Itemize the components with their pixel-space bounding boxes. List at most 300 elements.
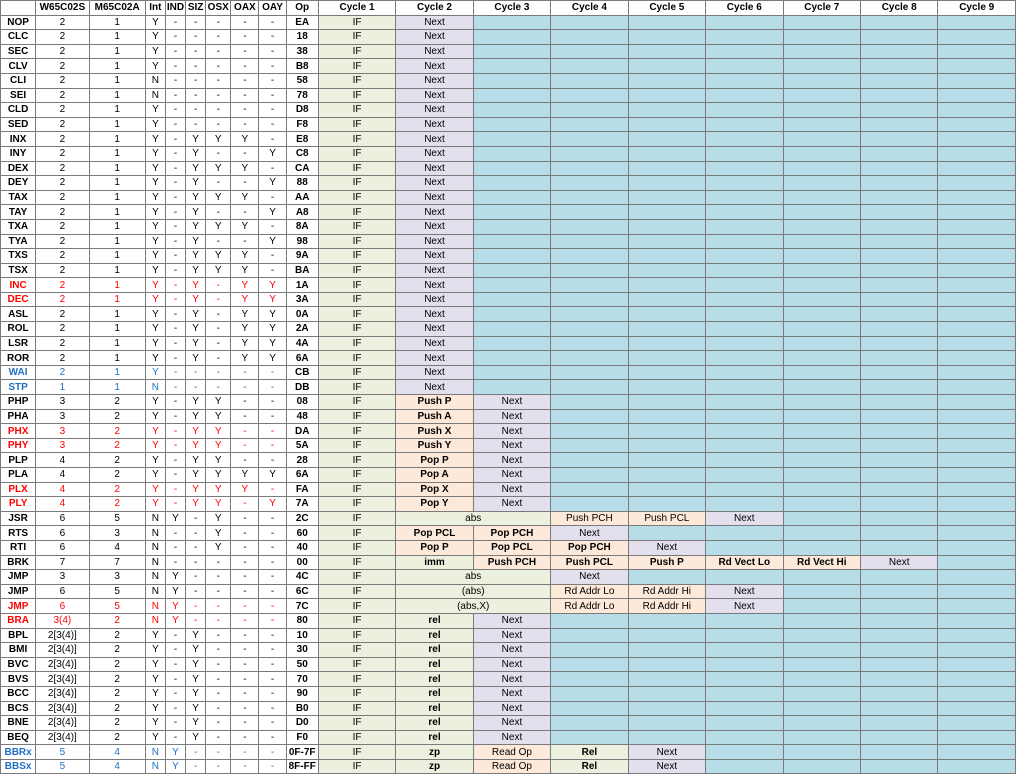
empty-cycle-cell [551,497,628,512]
empty-cycle-cell [938,15,1016,30]
opcode-cell: 90 [286,686,318,701]
empty-cycle-cell [628,44,705,59]
m65c02a-cycles-cell: 2 [89,468,145,483]
ind-cell: - [165,249,185,264]
empty-cycle-cell [860,570,937,585]
empty-cycle-cell [783,453,860,468]
m65c02a-cycles-cell: 1 [89,307,145,322]
empty-cycle-cell [783,511,860,526]
cycle-1-cell: IF [318,249,395,264]
int-cell: N [145,526,165,541]
empty-cycle-cell [551,307,628,322]
int-cell: Y [145,497,165,512]
empty-cycle-cell [706,643,783,658]
empty-cycle-cell [860,15,937,30]
empty-cycle-cell [628,234,705,249]
m65c02a-cycles-cell: 1 [89,292,145,307]
siz-cell: - [186,570,206,585]
cycle-cell: Pop P [396,540,473,555]
cycle-cell: Push PCL [551,555,628,570]
empty-cycle-cell [628,657,705,672]
osx-cell: Y [206,190,231,205]
osx-cell: Y [206,497,231,512]
cycle-cell: Rel [551,745,628,760]
empty-cycle-cell [706,132,783,147]
ind-cell: - [165,292,185,307]
m65c02a-cycles-cell: 2 [89,657,145,672]
empty-cycle-cell [860,205,937,220]
cycle-cell: Next [473,468,550,483]
empty-cycle-cell [473,219,550,234]
empty-cycle-cell [938,497,1016,512]
table-row [1,540,1016,555]
empty-cycle-cell [628,263,705,278]
table-row [1,322,1016,337]
cycle-cell: Push Y [396,438,473,453]
empty-cycle-cell [938,161,1016,176]
empty-cycle-cell [783,730,860,745]
osx-cell: - [206,44,231,59]
w65c02s-cycles-cell: 6 [36,526,89,541]
int-cell: Y [145,132,165,147]
empty-cycle-cell [783,409,860,424]
mnemonic-cell: BBRx [1,745,36,760]
m65c02a-cycles-cell: 5 [89,584,145,599]
siz-cell: Y [186,409,206,424]
empty-cycle-cell [473,88,550,103]
osx-cell: - [206,365,231,380]
table-row [1,117,1016,132]
empty-cycle-cell [706,322,783,337]
empty-cycle-cell [783,219,860,234]
empty-cycle-cell [860,263,937,278]
siz-cell: - [186,365,206,380]
w65c02s-cycles-cell: 2[3(4)] [36,657,89,672]
m65c02a-cycles-cell: 2 [89,643,145,658]
empty-cycle-cell [860,599,937,614]
empty-cycle-cell [473,44,550,59]
osx-cell: - [206,599,231,614]
empty-cycle-cell [473,292,550,307]
empty-cycle-cell [551,88,628,103]
int-cell: Y [145,730,165,745]
osx-cell: - [206,657,231,672]
cycle-cell: Push PCL [628,511,705,526]
cycle-1-cell: IF [318,176,395,191]
oay-cell: - [259,482,286,497]
empty-cycle-cell [706,497,783,512]
empty-cycle-cell [938,540,1016,555]
oay-cell: - [259,540,286,555]
empty-cycle-cell [938,146,1016,161]
empty-cycle-cell [938,716,1016,731]
header-cell: OSX [206,1,231,16]
siz-cell: Y [186,701,206,716]
empty-cycle-cell [706,205,783,220]
empty-cycle-cell [938,584,1016,599]
mnemonic-cell: TXA [1,219,36,234]
w65c02s-cycles-cell: 6 [36,540,89,555]
oay-cell: - [259,759,286,774]
empty-cycle-cell [551,30,628,45]
cycle-cell: Rd Vect Hi [783,555,860,570]
empty-cycle-cell [628,30,705,45]
siz-cell: - [186,745,206,760]
siz-cell: Y [186,657,206,672]
empty-cycle-cell [938,44,1016,59]
empty-cycle-cell [706,44,783,59]
empty-cycle-cell [551,613,628,628]
oay-cell: - [259,263,286,278]
oax-cell: - [231,570,259,585]
opcode-cell: 48 [286,409,318,424]
empty-cycle-cell [938,511,1016,526]
empty-cycle-cell [628,701,705,716]
empty-cycle-cell [628,322,705,337]
cycle-cell: Pop PCH [473,526,550,541]
cycle-cell: Push P [396,395,473,410]
empty-cycle-cell [628,409,705,424]
mnemonic-cell: JMP [1,599,36,614]
oay-cell: - [259,380,286,395]
osx-cell: - [206,686,231,701]
oay-cell: - [259,88,286,103]
ind-cell: - [165,395,185,410]
empty-cycle-cell [551,176,628,191]
w65c02s-cycles-cell: 6 [36,599,89,614]
int-cell: Y [145,219,165,234]
empty-cycle-cell [473,249,550,264]
empty-cycle-cell [783,584,860,599]
empty-cycle-cell [473,278,550,293]
empty-cycle-cell [551,395,628,410]
w65c02s-cycles-cell: 2[3(4)] [36,643,89,658]
empty-cycle-cell [860,380,937,395]
oax-cell: Y [231,482,259,497]
oax-cell: - [231,44,259,59]
empty-cycle-cell [938,745,1016,760]
siz-cell: - [186,526,206,541]
empty-cycle-cell [860,132,937,147]
empty-cycle-cell [628,395,705,410]
cycle-cell: rel [396,686,473,701]
cycle-cell: Next [396,88,473,103]
cycle-1-cell: IF [318,599,395,614]
int-cell: Y [145,103,165,118]
empty-cycle-cell [706,701,783,716]
empty-cycle-cell [860,73,937,88]
table-row [1,103,1016,118]
empty-cycle-cell [551,103,628,118]
header-row [1,1,1016,16]
w65c02s-cycles-cell: 2 [36,161,89,176]
oay-cell: Y [259,322,286,337]
m65c02a-cycles-cell: 1 [89,117,145,132]
oax-cell: Y [231,307,259,322]
empty-cycle-cell [628,716,705,731]
empty-cycle-cell [860,526,937,541]
oay-cell: - [259,249,286,264]
table-row [1,395,1016,410]
mnemonic-cell: BVS [1,672,36,687]
cycle-1-cell: IF [318,511,395,526]
opcode-cell: D8 [286,103,318,118]
osx-cell: Y [206,482,231,497]
oay-cell: - [259,44,286,59]
w65c02s-cycles-cell: 2 [36,146,89,161]
cycle-1-cell: IF [318,672,395,687]
ind-cell: - [165,161,185,176]
empty-cycle-cell [706,526,783,541]
ind-cell: - [165,146,185,161]
oay-cell: Y [259,176,286,191]
empty-cycle-cell [706,468,783,483]
oay-cell: - [259,599,286,614]
empty-cycle-cell [473,205,550,220]
cycle-cell: Next [396,322,473,337]
cycle-cell: Next [628,759,705,774]
cycle-cell: Pop P [396,453,473,468]
cycle-1-cell: IF [318,351,395,366]
m65c02a-cycles-cell: 5 [89,599,145,614]
cycle-cell: Rd Addr Lo [551,584,628,599]
ind-cell: - [165,526,185,541]
int-cell: Y [145,643,165,658]
oay-cell: - [259,132,286,147]
empty-cycle-cell [551,263,628,278]
table-row [1,745,1016,760]
empty-cycle-cell [628,672,705,687]
w65c02s-cycles-cell: 6 [36,511,89,526]
siz-cell: - [186,30,206,45]
opcode-cell: 50 [286,657,318,672]
empty-cycle-cell [473,263,550,278]
int-cell: Y [145,322,165,337]
int-cell: Y [145,336,165,351]
m65c02a-cycles-cell: 1 [89,336,145,351]
empty-cycle-cell [628,336,705,351]
cycle-1-cell: IF [318,555,395,570]
m65c02a-cycles-cell: 1 [89,146,145,161]
cycle-1-cell: IF [318,30,395,45]
siz-cell: Y [186,292,206,307]
m65c02a-cycles-cell: 7 [89,555,145,570]
empty-cycle-cell [860,424,937,439]
table-row [1,336,1016,351]
cycle-cell: Next [396,103,473,118]
empty-cycle-cell [706,117,783,132]
m65c02a-cycles-cell: 2 [89,628,145,643]
empty-cycle-cell [938,482,1016,497]
w65c02s-cycles-cell: 1 [36,380,89,395]
cycle-1-cell: IF [318,759,395,774]
mnemonic-cell: STP [1,380,36,395]
empty-cycle-cell [860,219,937,234]
ind-cell: - [165,30,185,45]
m65c02a-cycles-cell: 2 [89,482,145,497]
empty-cycle-cell [706,409,783,424]
empty-cycle-cell [473,59,550,74]
m65c02a-cycles-cell: 3 [89,570,145,585]
cycle-1-cell: IF [318,409,395,424]
int-cell: Y [145,307,165,322]
oay-cell: Y [259,278,286,293]
osx-cell: - [206,15,231,30]
w65c02s-cycles-cell: 2 [36,176,89,191]
cycle-cell: Next [473,424,550,439]
cycle-1-cell: IF [318,395,395,410]
siz-cell: Y [186,424,206,439]
ind-cell: - [165,336,185,351]
m65c02a-cycles-cell: 1 [89,88,145,103]
cycle-cell: rel [396,730,473,745]
int-cell: Y [145,30,165,45]
w65c02s-cycles-cell: 2 [36,365,89,380]
empty-cycle-cell [628,613,705,628]
cycle-cell: Rd Addr Hi [628,584,705,599]
ind-cell: Y [165,599,185,614]
w65c02s-cycles-cell: 5 [36,759,89,774]
opcode-cell: FA [286,482,318,497]
siz-cell: Y [186,643,206,658]
table-row [1,15,1016,30]
table-row [1,657,1016,672]
empty-cycle-cell [551,482,628,497]
oax-cell: - [231,526,259,541]
empty-cycle-cell [860,146,937,161]
empty-cycle-cell [628,307,705,322]
osx-cell: - [206,613,231,628]
w65c02s-cycles-cell: 2 [36,15,89,30]
oay-cell: - [259,103,286,118]
empty-cycle-cell [860,628,937,643]
w65c02s-cycles-cell: 2 [36,190,89,205]
empty-cycle-cell [860,716,937,731]
oay-cell: - [259,15,286,30]
cycle-cell: Next [396,219,473,234]
ind-cell: Y [165,759,185,774]
oay-cell: - [259,613,286,628]
cycle-cell: Next [473,716,550,731]
oax-cell: Y [231,278,259,293]
w65c02s-cycles-cell: 3 [36,570,89,585]
mnemonic-cell: BCS [1,701,36,716]
table-row [1,190,1016,205]
oax-cell: - [231,672,259,687]
cycle-cell: Pop PCH [551,540,628,555]
int-cell: Y [145,278,165,293]
mnemonic-cell: PHP [1,395,36,410]
empty-cycle-cell [706,395,783,410]
empty-cycle-cell [706,88,783,103]
empty-cycle-cell [628,526,705,541]
osx-cell: - [206,176,231,191]
empty-cycle-cell [783,336,860,351]
siz-cell: - [186,15,206,30]
siz-cell: Y [186,351,206,366]
table-row [1,88,1016,103]
osx-cell: - [206,555,231,570]
mnemonic-cell: JMP [1,570,36,585]
oax-cell: - [231,599,259,614]
opcode-cell: 70 [286,672,318,687]
empty-cycle-cell [628,730,705,745]
oay-cell: - [259,686,286,701]
opcode-cell: 0A [286,307,318,322]
empty-cycle-cell [628,438,705,453]
m65c02a-cycles-cell: 4 [89,759,145,774]
cycle-cell: Next [473,395,550,410]
empty-cycle-cell [938,759,1016,774]
w65c02s-cycles-cell: 2 [36,30,89,45]
w65c02s-cycles-cell: 4 [36,482,89,497]
oay-cell: Y [259,307,286,322]
empty-cycle-cell [628,59,705,74]
empty-cycle-cell [473,30,550,45]
ind-cell: - [165,453,185,468]
empty-cycle-cell [551,643,628,658]
empty-cycle-cell [473,73,550,88]
mnemonic-cell: DEY [1,176,36,191]
empty-cycle-cell [783,482,860,497]
empty-cycle-cell [551,657,628,672]
opcode-cell: 4C [286,570,318,585]
cycle-cell: Read Op [473,759,550,774]
int-cell: N [145,599,165,614]
empty-cycle-cell [860,657,937,672]
siz-cell: Y [186,672,206,687]
empty-cycle-cell [551,716,628,731]
empty-cycle-cell [860,730,937,745]
cycle-cell: Next [473,701,550,716]
table-row [1,205,1016,220]
oay-cell: - [259,365,286,380]
empty-cycle-cell [938,234,1016,249]
cycle-1-cell: IF [318,117,395,132]
empty-cycle-cell [783,161,860,176]
osx-cell: - [206,628,231,643]
empty-cycle-cell [938,657,1016,672]
table-row [1,511,1016,526]
table-row [1,438,1016,453]
table-row [1,628,1016,643]
opcode-cell: 10 [286,628,318,643]
header-cell: Int [145,1,165,16]
opcode-cell: 5A [286,438,318,453]
oay-cell: Y [259,336,286,351]
empty-cycle-cell [860,482,937,497]
osx-cell: Y [206,540,231,555]
table-row [1,526,1016,541]
empty-cycle-cell [706,759,783,774]
empty-cycle-cell [706,336,783,351]
cycle-1-cell: IF [318,570,395,585]
osx-cell: - [206,30,231,45]
empty-cycle-cell [551,453,628,468]
oax-cell: - [231,745,259,760]
oax-cell: - [231,103,259,118]
w65c02s-cycles-cell: 2 [36,88,89,103]
cycle-cell: rel [396,657,473,672]
int-cell: Y [145,292,165,307]
ind-cell: - [165,482,185,497]
empty-cycle-cell [628,380,705,395]
empty-cycle-cell [938,555,1016,570]
siz-cell: - [186,511,206,526]
header-cell: M65C02A [89,1,145,16]
empty-cycle-cell [551,628,628,643]
cycle-1-cell: IF [318,584,395,599]
